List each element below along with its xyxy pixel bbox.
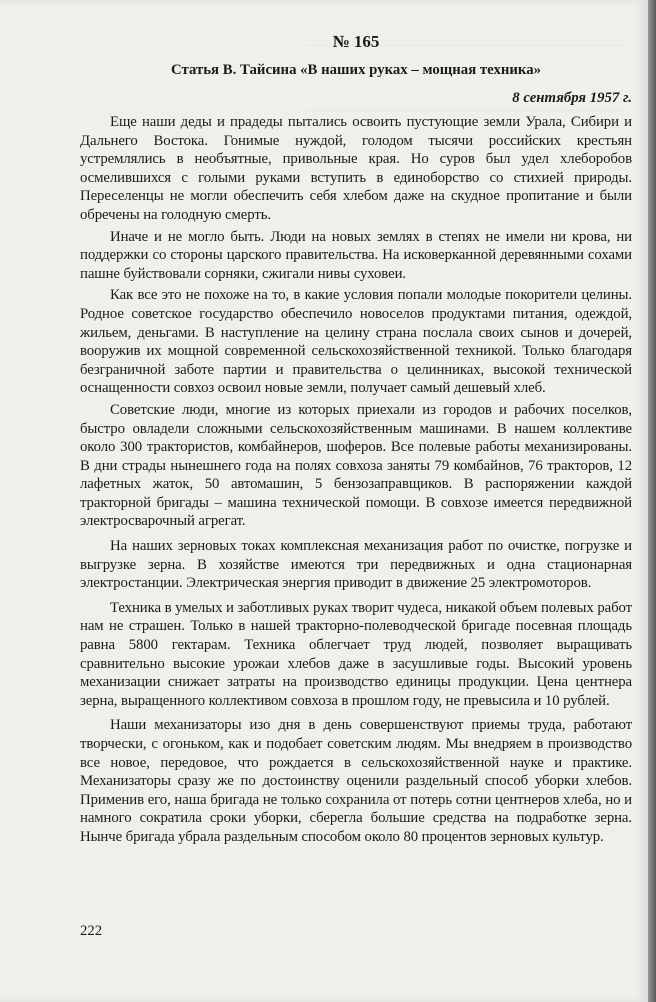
paragraph: Как все это не похоже на то, в какие условия попали молодые покорители целины. Родное советское государство обеспечило новоселов продуктами питания, одеждой, жильем, деньгами. В наступление на целину страна послала своих сынов и дочерей, вооружив их мощной современной сельскохозяйственной техникой. Только благодаря безграничной заботе партии и правительства о целинниках, высокой технической оснащенности совхоз освоил новые земли, получает самый дешевый хлеб. (80, 287, 632, 397)
book-edge (648, 0, 656, 1002)
document-title: Статья В. Тайсина «В наших руках – мощная техника» (171, 62, 541, 78)
document-date: 8 сентября 1957 г. (512, 90, 632, 106)
paragraph: Еще наши деды и прадеды пытались освоить пустующие земли Урала, Сибири и Дальнего Востока. Гонимые нуждой, голодом тысячи российских крестьян устремлялись в необъятные, привольные края. Но суров был удел хлеборобов осмелившихся с голыми руками вступить в единоборство со стихией природы. Переселенцы не могли обеспечить себя хлебом даже на скудное пропитание и были обречены на голодную смерть. (80, 114, 632, 223)
paragraph: На наших зерновых токах комплексная механизация работ по очистке, погрузке и выгрузке зерна. В хозяйстве имеются три передвижных и одна стационарная электростанции. Электрическая энергия приводит в движение 25 электромоторов. (80, 538, 632, 592)
paragraph: Техника в умелых и заботливых руках творит чудеса, никакой объем полевых работ нам не страшен. Только в нашей тракторно-полеводческой бригаде посевная площадь равна 5800 гектарам. Техника облегчает труд людей, позволяет выращивать сравнительно высокие урожаи хлебов даже в засушливые годы. Высокий уровень механизации снижает затраты на производство единицы продукции. Цена центнера зерна, выращенного коллективом совхоза в прошлом году, не превысила и 10 рублей. (80, 599, 632, 709)
document-number: № 165 (332, 32, 380, 51)
paragraph: Наши механизаторы изо дня в день совершенствуют приемы труда, работают творчески, с огоньком, как и подобает советским людям. Мы внедряем в производство все новое, передовое, что рождается в сельскохозяйственной науке и практике. Механизаторы сразу же по достоинству оценили раздельный способ уборки хлебов. Применив его, наша бригада не только сохранила от потерь сотни центнеров хлеба, но и намного сократила сроки уборки, сберегла большие средства на подработке зерна. Нынче бригада убрала раздельным способом около 80 процентов зерновых культур. (80, 717, 632, 845)
paragraph: Иначе и не могло быть. Люди на новых землях в степях не имели ни крова, ни поддержки со стороны царского правительства. На исковерканной деревянными сохами пашне буйствовали сорняки, сжигали нивы суховеи. (80, 228, 632, 282)
paragraph: Советские люди, многие из которых приехали из городов и рабочих поселков, быстро овладели сложными сельскохозяйственным машинами. В нашем коллективе около 300 трактористов, комбайнеров, шоферов. Все полевые работы механизированы. В дни страды нынешнего года на полях совхоза заняты 79 комбайнов, 76 тракторов, 12 лафетных жаток, 50 автомашин, 5 бензозаправщиков. В распоряжении каждой тракторной бригады – машина технической помощи. В совхозе имеется передвижной электросварочный агрегат. (80, 401, 632, 530)
page-number: 222 (80, 923, 103, 939)
document-body (80, 32, 632, 850)
